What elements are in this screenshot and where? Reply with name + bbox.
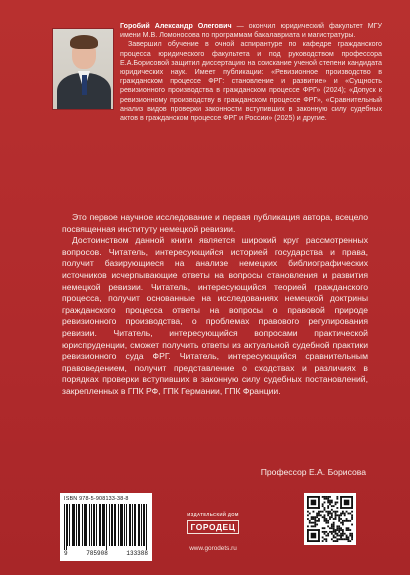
qr-module — [336, 540, 338, 542]
qr-module — [346, 535, 348, 537]
qr-module — [327, 498, 329, 500]
bio-intro — [120, 22, 382, 40]
qr-module — [333, 524, 335, 526]
qr-module — [336, 529, 338, 531]
qr-module — [342, 522, 344, 524]
qr-module — [322, 527, 324, 529]
barcode-bar — [130, 504, 131, 546]
qr-module — [340, 529, 342, 531]
qr-module — [329, 516, 331, 518]
qr-module — [336, 507, 338, 509]
qr-module — [314, 520, 316, 522]
qr-module — [346, 520, 348, 522]
barcode-bar — [109, 504, 110, 546]
qr-module — [340, 507, 353, 509]
qr-module — [340, 496, 342, 509]
qr-module — [346, 536, 348, 538]
qr-module — [351, 535, 353, 537]
qr-module — [329, 511, 331, 513]
qr-module — [338, 520, 340, 522]
qr-module — [327, 533, 329, 535]
qr-module — [324, 520, 326, 522]
qr-module — [307, 529, 309, 542]
qr-module — [329, 531, 331, 533]
qr-module — [322, 540, 324, 542]
barcode-bar — [76, 504, 77, 546]
qr-module — [316, 520, 318, 522]
qr-module — [311, 500, 317, 506]
qr-module — [324, 496, 326, 498]
qr-module — [349, 513, 351, 515]
barcode-bar — [115, 504, 116, 546]
qr-module — [342, 538, 344, 540]
qr-module — [351, 511, 353, 513]
barcode-bar — [112, 504, 113, 546]
qr-module — [338, 518, 340, 520]
qr-module — [307, 518, 309, 520]
qr-module — [346, 529, 348, 531]
qr-module — [329, 500, 331, 502]
qr-module — [340, 533, 342, 535]
qr-module — [311, 522, 313, 524]
qr-module — [325, 540, 327, 542]
bio-intro-text: — окончил юридический факультет МГУ имени М.В. Ломоносова по программам бакалавриата и магистратуры. — [120, 22, 382, 40]
qr-module — [335, 514, 337, 516]
qr-module — [307, 525, 309, 527]
publisher-website: www.gorodets.ru — [189, 545, 237, 552]
qr-module — [338, 516, 340, 518]
qr-module — [342, 520, 344, 522]
barcode-bar — [96, 504, 97, 546]
qr-module — [313, 511, 315, 513]
qr-module — [331, 514, 333, 516]
qr-module — [351, 514, 353, 516]
qr-module — [314, 525, 316, 527]
qr-module — [324, 538, 326, 540]
qr-module — [314, 516, 316, 518]
qr-module — [344, 538, 346, 540]
qr-module — [338, 514, 340, 516]
barcode-bar — [132, 504, 133, 546]
qr-module — [327, 502, 329, 504]
barcode-bar — [85, 504, 86, 546]
qr-module — [309, 520, 311, 522]
barcode-bar — [102, 504, 103, 546]
qr-module — [347, 527, 349, 529]
barcode-bar — [69, 504, 70, 546]
qr-module — [336, 514, 338, 516]
author-name: Горобий Александр Олегович — [120, 22, 232, 30]
barcode-bar — [146, 504, 147, 550]
qr-module — [322, 536, 324, 538]
barcode-bar — [86, 504, 87, 546]
qr-module — [342, 529, 344, 531]
bio-publications: Завершил обучение в очной аспирантуре по кафедре гражданского процесса юридического факультета и под руководством профессора Е.А.Борисовой защитил диссертацию на соискание ученой степени кандидата юридических наук. Имеет публикации: «Ревизионное производство в гражданском процессе ФРГ: становление и развитие» и «Сущность ревизионного производства в гражданском процессе ФРГ» (2024); «Допуск к ревизионному производству в гражданском процессе ФРГ», «Сравнительный анализ видов проверки законности вступивших в законную силу судебных актов в гражданском процессе ФРГ и России» (2025) и другие. — [120, 40, 382, 123]
qr-module — [311, 516, 313, 518]
qr-module — [322, 531, 324, 533]
isbn-text: ISBN 978-5-908133-38-8 — [64, 496, 129, 502]
qr-module — [333, 522, 335, 524]
qr-module — [336, 535, 338, 537]
qr-module — [313, 522, 315, 524]
qr-module — [342, 533, 344, 535]
qr-module — [340, 535, 342, 537]
qr-module — [340, 513, 342, 515]
qr-module — [342, 513, 344, 515]
barcode-bar — [126, 504, 127, 546]
qr-module — [335, 513, 337, 515]
barcode-bar — [141, 504, 142, 546]
qr-module — [331, 524, 333, 526]
qr-module — [307, 511, 309, 513]
qr-module — [318, 514, 320, 516]
qr-module — [336, 502, 338, 504]
qr-module — [307, 529, 320, 531]
annotation-para-1: Это первое научное исследование и первая публикация автора, всецело посвященная институту немецкой ревизии. — [62, 212, 368, 234]
qr-module — [335, 540, 337, 542]
isbn-barcode — [60, 493, 152, 561]
qr-module — [307, 540, 320, 542]
qr-module — [351, 496, 353, 509]
qr-module — [327, 525, 329, 527]
barcode-bar — [66, 504, 67, 550]
qr-module — [338, 531, 340, 533]
qr-module — [344, 513, 346, 515]
qr-module — [318, 520, 320, 522]
qr-module — [307, 514, 309, 516]
qr-module — [307, 496, 320, 498]
barcode-bar — [139, 504, 140, 546]
qr-module — [351, 533, 353, 535]
author-photo — [52, 28, 114, 110]
qr-module — [340, 496, 353, 498]
barcode-bar — [100, 504, 101, 546]
qr-module — [322, 511, 324, 513]
qr-module — [316, 514, 318, 516]
qr-module — [347, 529, 349, 531]
qr-module — [324, 518, 326, 520]
qr-module — [324, 516, 326, 518]
qr-module — [340, 518, 342, 520]
qr-module — [346, 538, 348, 540]
qr-module — [344, 520, 346, 522]
qr-module — [331, 533, 333, 535]
qr-module — [351, 536, 353, 538]
qr-module — [311, 518, 313, 520]
publisher-name: ГОРОДЕЦ — [187, 520, 240, 534]
qr-module — [325, 496, 327, 498]
barcode-bar — [122, 504, 123, 546]
qr-module — [314, 522, 316, 524]
qr-module — [338, 535, 340, 537]
barcode-bar — [138, 504, 139, 546]
qr-module — [349, 529, 351, 531]
qr-module — [347, 538, 349, 540]
qr-module — [331, 527, 333, 529]
qr-code-icon — [304, 493, 356, 545]
qr-module — [333, 540, 335, 542]
barcode-bar — [94, 504, 95, 546]
qr-module — [325, 518, 327, 520]
qr-module — [331, 502, 333, 504]
qr-module — [333, 518, 335, 520]
qr-module — [342, 535, 344, 537]
qr-module — [336, 527, 338, 529]
barcode-bars — [64, 504, 148, 550]
barcode-bar — [99, 504, 100, 546]
qr-module — [325, 535, 327, 537]
qr-module — [325, 531, 327, 533]
qr-module — [331, 531, 333, 533]
barcode-bar — [67, 504, 68, 546]
qr-module — [338, 529, 340, 531]
qr-module — [335, 511, 337, 513]
qr-module — [324, 514, 326, 516]
qr-module — [351, 518, 353, 520]
qr-module — [340, 514, 342, 516]
qr-module — [336, 498, 338, 500]
qr-module — [313, 518, 315, 520]
qr-module — [324, 502, 326, 504]
qr-module — [340, 527, 342, 529]
qr-module — [351, 538, 353, 540]
qr-module — [311, 533, 317, 539]
qr-module — [325, 522, 327, 524]
qr-module — [346, 527, 348, 529]
qr-module — [318, 529, 320, 542]
qr-module — [338, 525, 340, 527]
qr-module — [342, 524, 344, 526]
barcode-bar — [135, 504, 136, 546]
barcode-bar — [91, 504, 92, 546]
qr-module — [344, 514, 346, 516]
qr-module — [325, 511, 327, 513]
qr-module — [322, 503, 324, 505]
qr-module — [333, 529, 335, 531]
publisher-logo — [178, 512, 248, 535]
qr-module — [324, 507, 326, 509]
barcode-bar — [143, 504, 144, 546]
qr-module — [335, 533, 337, 535]
qr-module — [331, 505, 333, 507]
qr-module — [338, 527, 340, 529]
qr-module — [325, 538, 327, 540]
barcode-bar — [64, 504, 65, 550]
qr-module — [349, 520, 351, 522]
qr-module — [309, 522, 311, 524]
qr-module — [316, 524, 318, 526]
qr-module — [336, 533, 338, 535]
barcode-bar — [129, 504, 130, 546]
barcode-bar — [121, 504, 122, 546]
qr-module — [347, 513, 349, 515]
qr-module — [324, 527, 326, 529]
author-bio — [120, 22, 382, 123]
qr-module — [307, 507, 320, 509]
barcode-bar — [72, 504, 73, 546]
qr-module — [307, 496, 309, 509]
qr-module — [335, 531, 337, 533]
qr-module — [329, 502, 331, 504]
qr-module — [318, 496, 320, 509]
qr-module — [331, 516, 333, 518]
qr-module — [309, 513, 311, 515]
barcode-bar — [120, 504, 121, 546]
qr-module — [336, 538, 338, 540]
qr-module — [336, 511, 338, 513]
barcode-bar — [144, 504, 145, 546]
qr-module — [320, 511, 322, 513]
qr-module — [318, 518, 320, 520]
qr-module — [333, 531, 335, 533]
qr-module — [336, 525, 338, 527]
qr-module — [327, 522, 329, 524]
photo-hair — [70, 35, 98, 49]
qr-module — [329, 503, 331, 505]
reviewer-signature: Профессор Е.А. Борисова — [260, 467, 366, 477]
qr-module — [346, 518, 348, 520]
qr-module — [335, 503, 337, 505]
qr-module — [333, 505, 335, 507]
qr-module — [351, 524, 353, 526]
author-block — [52, 22, 382, 222]
qr-module — [327, 507, 329, 509]
barcode-bar — [103, 504, 104, 546]
qr-module — [340, 538, 342, 540]
barcode-bar — [93, 504, 94, 546]
qr-module — [325, 498, 327, 500]
qr-module — [320, 514, 322, 516]
qr-module — [327, 500, 329, 502]
qr-module — [340, 522, 342, 524]
qr-module — [314, 524, 316, 526]
qr-module — [316, 516, 318, 518]
qr-module — [347, 540, 349, 542]
qr-module — [327, 496, 329, 498]
qr-module — [331, 513, 333, 515]
barcode-digits-right: 133388 — [126, 550, 148, 557]
qr-module — [313, 516, 315, 518]
publisher-label: ИЗДАТЕЛЬСКИЙ ДОМ — [187, 512, 239, 517]
barcode-bar — [73, 504, 74, 546]
qr-module — [331, 538, 333, 540]
qr-module — [349, 533, 351, 535]
qr-module — [324, 533, 326, 535]
qr-module — [347, 536, 349, 538]
barcode-bar — [74, 504, 75, 546]
qr-module — [346, 511, 348, 513]
barcode-digits — [64, 550, 148, 557]
qr-module — [327, 511, 329, 513]
annotation-para-2: Достоинством данной книги является широкий круг рассмотренных вопросов. Читатель, интересующийся историей государства и права, получит базирующиеся на анализе немецких библиографических источников исчерпывающие ответы на вопросы становления и развития немецкой ревизии. Читатель, интересующийся теорией гражданского процесса, получит основанные на исследованиях немецкой доктрины гражданского процесса ответы на вопросы о правовой природе ревизионного производства, о проблемах правового регулирования ревизии. Читатель, интересующийся вопросами практической юриспруденции, сможет получить ответы из актуальной судебной практики ревизионного суда ФРГ. Читатель, интересующийся сравнительным правоведением, получит представление о сходствах и различиях в порядках проверки вступивших в законную силу судебных постановлений, закрепленных в ГПК РФ, ГПК Германии, ГПК Франции. — [62, 235, 368, 396]
qr-module — [324, 531, 326, 533]
qr-module — [329, 527, 331, 529]
barcode-bar — [82, 504, 83, 546]
qr-module — [333, 536, 335, 538]
barcode-bar — [89, 504, 90, 546]
qr-module — [322, 516, 324, 518]
qr-module — [335, 518, 337, 520]
qr-module — [338, 538, 340, 540]
qr-module — [335, 502, 337, 504]
barcode-bar — [118, 504, 119, 546]
qr-module — [351, 516, 353, 518]
annotation — [62, 212, 368, 398]
barcode-bar — [111, 504, 112, 546]
qr-module — [324, 509, 326, 511]
qr-module — [331, 509, 333, 511]
qr-module — [335, 529, 337, 531]
qr-module — [316, 513, 318, 515]
qr-module — [314, 518, 316, 520]
qr-module — [333, 535, 335, 537]
qr-module — [335, 516, 337, 518]
qr-module — [322, 496, 324, 498]
qr-module — [313, 525, 315, 527]
qr-module — [349, 540, 351, 542]
qr-module — [327, 520, 329, 522]
qr-module — [318, 513, 320, 515]
barcode-bar — [134, 504, 135, 546]
barcode-digits-left: 785908 — [86, 550, 108, 557]
qr-module — [324, 498, 326, 500]
qr-module — [347, 520, 349, 522]
barcode-bar — [124, 504, 125, 546]
qr-module — [329, 518, 331, 520]
qr-module — [349, 535, 351, 537]
qr-module — [327, 505, 329, 507]
qr-module — [331, 525, 333, 527]
barcode-bar — [79, 504, 80, 546]
qr-module — [333, 527, 335, 529]
qr-module — [311, 525, 313, 527]
qr-module — [327, 514, 329, 516]
qr-module — [342, 511, 344, 513]
qr-module — [333, 525, 335, 527]
qr-module — [327, 513, 329, 515]
qr-module — [331, 500, 333, 502]
qr-module — [340, 536, 342, 538]
qr-module — [318, 511, 320, 513]
barcode-bar — [104, 504, 105, 546]
qr-module — [329, 496, 331, 498]
barcode-digit-first: 9 — [64, 550, 68, 557]
qr-module — [335, 536, 337, 538]
barcode-bar — [114, 504, 115, 546]
barcode-bar — [78, 504, 79, 546]
qr-module — [333, 511, 335, 513]
qr-code-graphic — [307, 496, 353, 542]
photo-tie — [82, 75, 87, 95]
barcode-bar — [106, 504, 107, 550]
qr-module — [325, 520, 327, 522]
qr-module — [344, 500, 350, 506]
qr-module — [329, 513, 331, 515]
qr-module — [344, 533, 346, 535]
qr-module — [327, 535, 329, 537]
barcode-bar — [84, 504, 85, 546]
qr-module — [322, 505, 324, 507]
qr-module — [336, 496, 338, 498]
qr-module — [342, 531, 344, 533]
